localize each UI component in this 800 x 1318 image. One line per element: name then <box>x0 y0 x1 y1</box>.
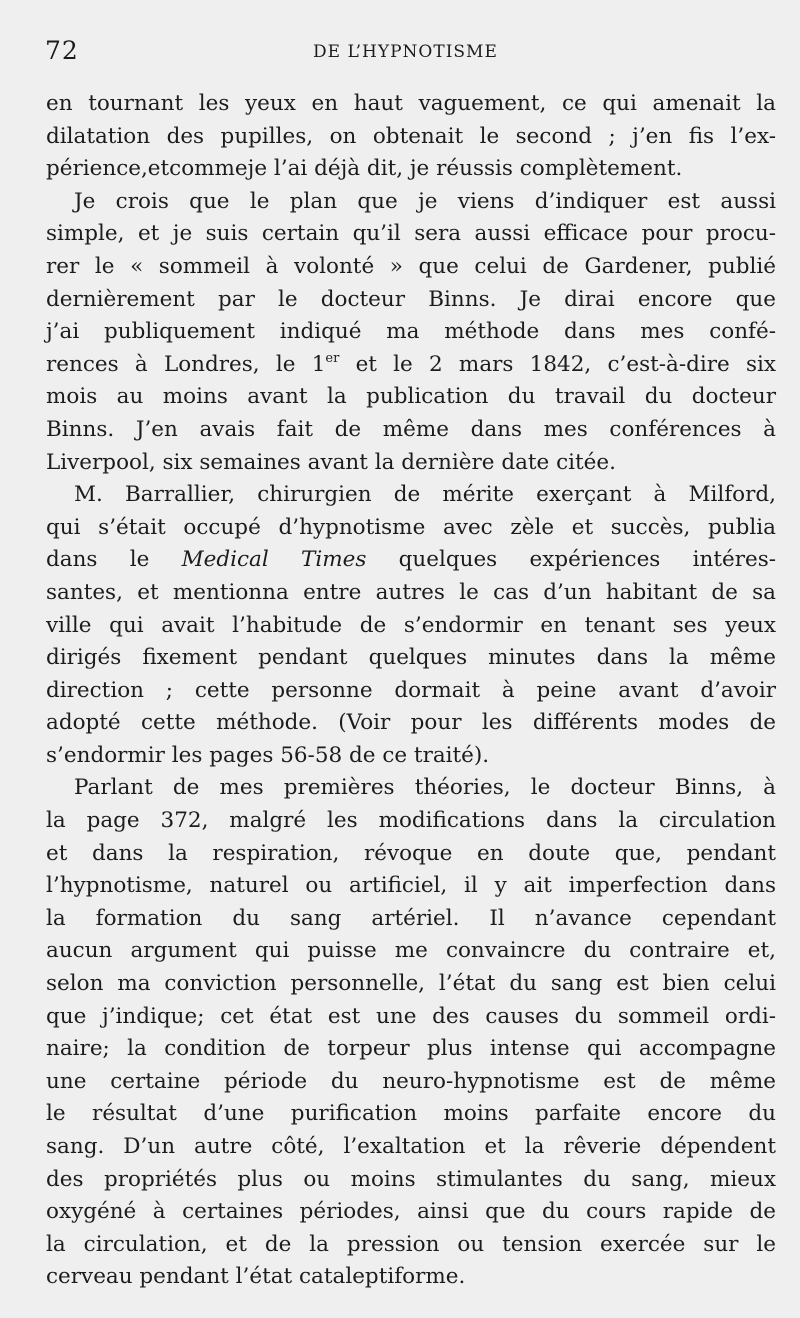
text-line: une certaine période du neuro-hypnotisme est de même <box>46 1068 776 1094</box>
text-line: sang. D’un autre côté, l’exaltation et la rêverie dépendent <box>46 1134 776 1159</box>
superscript: er <box>325 350 340 366</box>
text-line: Je crois que le plan que je viens d’indiquer est aussi <box>74 188 776 214</box>
text-line: j’ai publiquement indiqué ma méthode dans mes confé- <box>46 319 776 345</box>
text-line: Parlant de mes premières théories, le docteur Binns, à <box>74 775 776 801</box>
text-line: Binns. J’en avais fait de même dans mes conférences à <box>46 416 776 442</box>
text-line: simple, et je suis certain qu’il sera aussi efficace pour procu- <box>46 221 776 247</box>
text-line: ville qui avait l’habitude de s’endormir en tenant ses yeux <box>46 612 776 638</box>
text-line: le résultat d’une purification moins parfaite encore du <box>46 1101 776 1127</box>
text-fragment: et le 2 mars 1842, c’est-à-dire six <box>339 351 777 377</box>
text-line: des propriétés plus ou moins stimulantes du sang, mieux <box>46 1166 776 1192</box>
text-line: dilatation des pupilles, on obtenait le second ; j’en fis l’ex- <box>46 123 776 149</box>
journal-title: Medical Times <box>181 547 367 573</box>
page-header <box>45 36 775 76</box>
text-fragment: quelques expériences intéres- <box>366 547 776 573</box>
text-line: dirigés fixement pendant quelques minutes dans la même <box>46 645 776 671</box>
text-fragment: rences à Londres, le 1 <box>46 351 326 377</box>
text-line: la formation du sang artériel. Il n’avance cependant <box>46 905 776 931</box>
text-line: cerveau pendant l’état cataleptiforme. <box>46 1264 466 1290</box>
running-head: DE L’HYPNOTISME <box>313 42 498 62</box>
text-line: la circulation, et de la pression ou tension exercée sur le <box>46 1231 776 1257</box>
text-line: la page 372, malgré les modifications dans la circulation <box>46 808 776 834</box>
page-number: 72 <box>45 36 79 65</box>
text-line: en tournant les yeux en haut vaguement, ce qui amenait la <box>46 91 776 116</box>
text-line: l’hypnotisme, naturel ou artificiel, il y ait imperfection dans <box>46 873 776 899</box>
text-line <box>46 349 776 382</box>
text-line: santes, et mentionna entre autres le cas d’un habitant de sa <box>46 579 776 605</box>
text-line: direction ; cette personne dormait à peine avant d’avoir <box>46 677 776 703</box>
text-line: qui s’était occupé d’hypnotisme avec zèle et succès, publia <box>46 514 776 540</box>
text-line: que j’indique; cet état est une des causes du sommeil ordi- <box>46 1003 776 1029</box>
text-line: mois au moins avant la publication du travail du docteur <box>46 384 776 410</box>
text-line: et dans la respiration, révoque en doute que, pendant <box>46 840 776 866</box>
text-line: s’endormir les pages 56-58 de ce traité). <box>46 742 490 768</box>
text-line: Liverpool, six semaines avant la dernière date citée. <box>46 449 616 475</box>
text-line: oxygéné à certaines périodes, ainsi que du cours rapide de <box>46 1199 776 1225</box>
text-line: aucun argument qui puisse me convaincre du contraire et, <box>46 938 776 964</box>
text-fragment: dans le <box>46 547 182 573</box>
text-line: périence,etcommeje l’ai déjà dit, je réussis complètement. <box>46 156 683 182</box>
text-line: adopté cette méthode. (Voir pour les différents modes de <box>46 710 776 736</box>
text-line: selon ma conviction personnelle, l’état du sang est bien celui <box>46 971 776 997</box>
text-line: dernièrement par le docteur Binns. Je dirai encore que <box>46 286 776 312</box>
body-text <box>46 88 776 1294</box>
text-line: naire; la condition de torpeur plus intense qui accompagne <box>46 1036 776 1062</box>
text-line: rer le « sommeil à volonté » que celui de Gardener, publié <box>46 253 776 279</box>
text-line: M. Barrallier, chirurgien de mérite exerçant à Milford, <box>74 482 776 508</box>
text-line <box>46 544 776 577</box>
